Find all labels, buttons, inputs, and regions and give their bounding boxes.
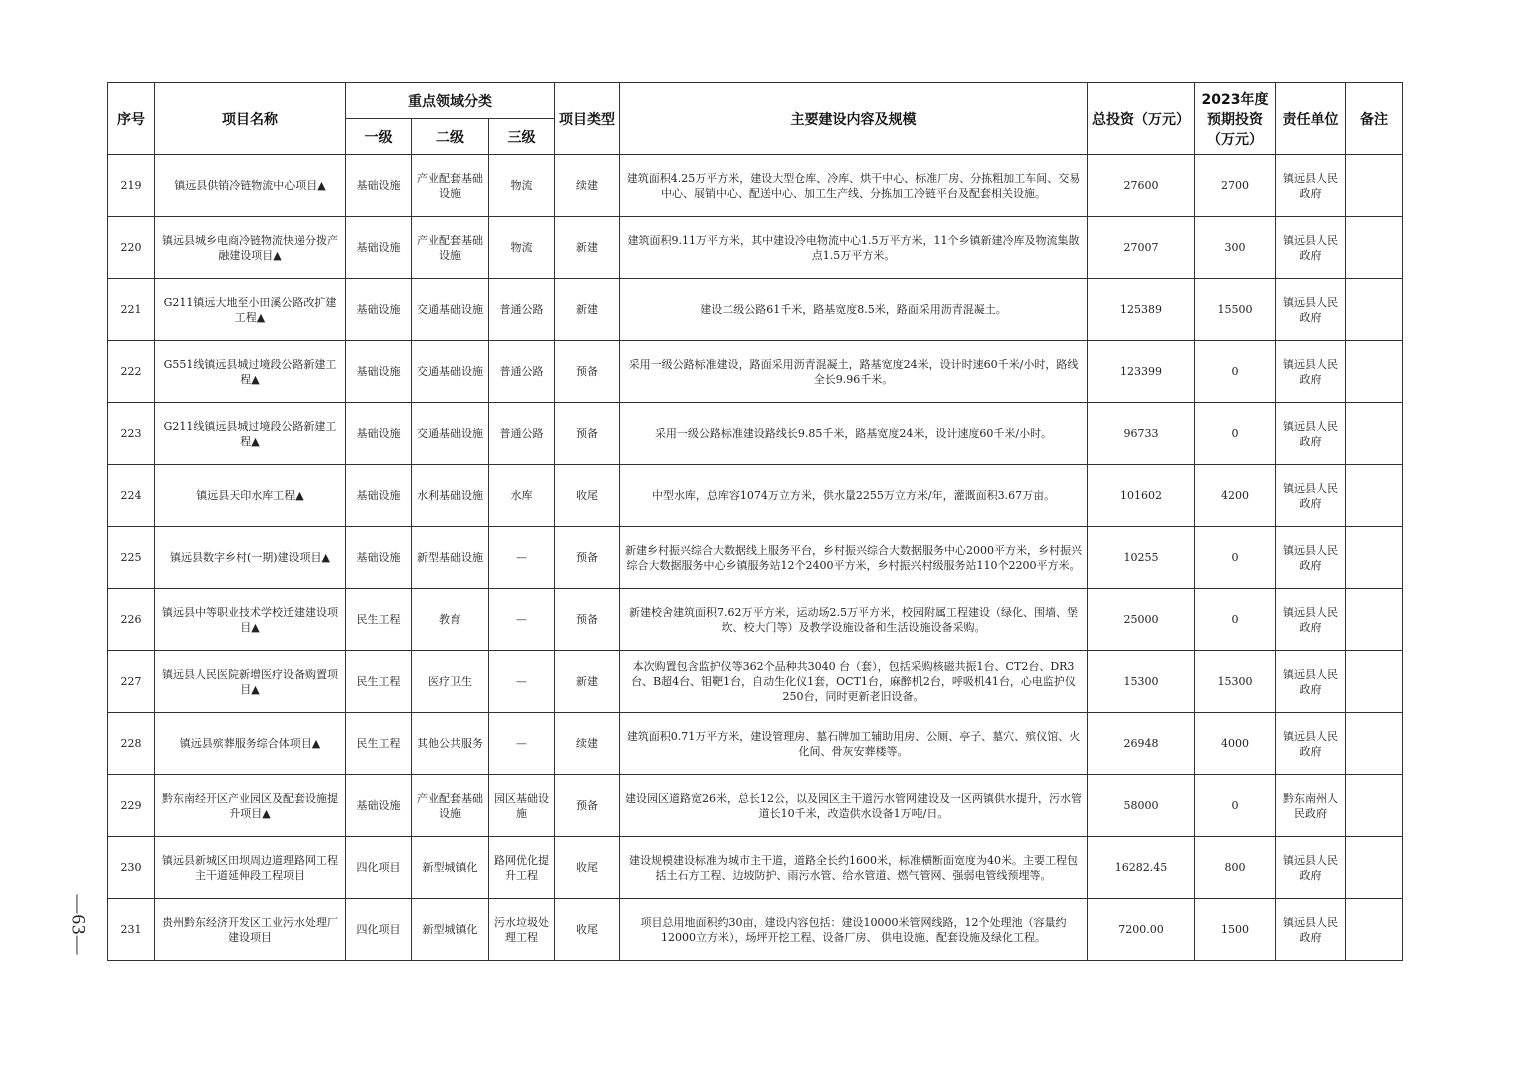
cell-expected: 0 [1195,341,1276,403]
cell-unit: 镇远县人民政府 [1276,837,1346,899]
cell-level3: 普通公路 [489,341,555,403]
cell-level2: 新型城镇化 [412,837,489,899]
cell-unit: 镇远县人民政府 [1276,589,1346,651]
cell-type: 收尾 [555,899,620,961]
cell-note [1346,465,1403,527]
cell-level3: 普通公路 [489,403,555,465]
cell-note [1346,403,1403,465]
cell-type: 预备 [555,589,620,651]
cell-level2: 水利基础设施 [412,465,489,527]
cell-total: 10255 [1088,527,1195,589]
table-row [108,465,1403,527]
cell-total: 27007 [1088,217,1195,279]
cell-level2: 医疗卫生 [412,651,489,713]
cell-name: 镇远县殡葬服务综合体项目▲ [155,713,346,775]
table-row [108,155,1403,217]
table-row [108,341,1403,403]
cell-name: G551线镇远县城过境段公路新建工程▲ [155,341,346,403]
cell-content: 新建乡村振兴综合大数据线上服务平台，乡村振兴综合大数据服务中心2000平方米，乡村振兴综合大数据服务中心乡镇服务站12个2400平方米，乡村振兴村级服务站110个2200平方米。 [620,527,1088,589]
cell-level2: 新型基础设施 [412,527,489,589]
table-row [108,899,1403,961]
cell-note [1346,899,1403,961]
cell-seq: 226 [108,589,155,651]
cell-level1: 基础设施 [346,465,412,527]
cell-note [1346,713,1403,775]
cell-type: 新建 [555,279,620,341]
cell-level3: — [489,651,555,713]
page-number-text: —63— [67,894,88,956]
cell-note [1346,589,1403,651]
cell-expected: 0 [1195,589,1276,651]
cell-total: 96733 [1088,403,1195,465]
cell-level2: 交通基础设施 [412,403,489,465]
cell-content: 建筑面积4.25万平方米，建设大型仓库、冷库、烘干中心、标准厂房、分拣粗加工车间、交易中心、展销中心、配送中心、加工生产线、分拣加工冷链平台及配套相关设施。 [620,155,1088,217]
cell-expected: 0 [1195,403,1276,465]
cell-expected: 300 [1195,217,1276,279]
cell-content: 建设园区道路宽26米，总长12公，以及园区主干道污水管网建设及一区两镇供水提升，污水管道长10千米，改造供水设备1万吨/日。 [620,775,1088,837]
header-name: 项目名称 [155,83,346,155]
cell-unit: 镇远县人民政府 [1276,217,1346,279]
cell-total: 7200.00 [1088,899,1195,961]
cell-content: 中型水库，总库容1074万立方米，供水量2255万立方米/年，灌溉面积3.67万亩。 [620,465,1088,527]
cell-note [1346,651,1403,713]
cell-total: 123399 [1088,341,1195,403]
cell-level3: 物流 [489,217,555,279]
cell-seq: 229 [108,775,155,837]
cell-unit: 镇远县人民政府 [1276,899,1346,961]
cell-name: G211镇远大地至小田溪公路改扩建工程▲ [155,279,346,341]
cell-unit: 黔东南州人民政府 [1276,775,1346,837]
cell-type: 收尾 [555,837,620,899]
cell-level1: 基础设施 [346,403,412,465]
header-content: 主要建设内容及规模 [620,83,1088,155]
header-row-1 [108,83,1403,119]
cell-level1: 基础设施 [346,279,412,341]
cell-level1: 民生工程 [346,589,412,651]
cell-level2: 教育 [412,589,489,651]
table-row [108,279,1403,341]
cell-unit: 镇远县人民政府 [1276,341,1346,403]
cell-level2: 其他公共服务 [412,713,489,775]
cell-name: 镇远县新城区田坝周边道理路网工程主干道延伸段工程项目 [155,837,346,899]
cell-name: G211线镇远县城过境段公路新建工程▲ [155,403,346,465]
cell-expected: 0 [1195,527,1276,589]
cell-type: 预备 [555,403,620,465]
table-row [108,775,1403,837]
page-number [62,880,92,970]
table-row [108,217,1403,279]
cell-level2: 产业配套基础设施 [412,155,489,217]
cell-level2: 产业配套基础设施 [412,775,489,837]
cell-level1: 基础设施 [346,155,412,217]
cell-level1: 民生工程 [346,651,412,713]
cell-unit: 镇远县人民政府 [1276,651,1346,713]
cell-unit: 镇远县人民政府 [1276,155,1346,217]
cell-total: 25000 [1088,589,1195,651]
cell-name: 黔东南经开区产业园区及配套设施提升项目▲ [155,775,346,837]
cell-seq: 223 [108,403,155,465]
cell-expected: 4000 [1195,713,1276,775]
cell-level3: 路网优化提升工程 [489,837,555,899]
cell-type: 预备 [555,341,620,403]
cell-content: 建设规模建设标准为城市主干道，道路全长约1600米，标准横断面宽度为40米。主要工程包括土石方工程、边坡防护、雨污水管、给水管道、燃气管网、强弱电管线预埋等。 [620,837,1088,899]
table-row [108,403,1403,465]
header-unit: 责任单位 [1276,83,1346,155]
cell-seq: 230 [108,837,155,899]
cell-level2: 产业配套基础设施 [412,217,489,279]
cell-name: 镇远县城乡电商冷链物流快递分拨产融建设项目▲ [155,217,346,279]
cell-level2: 新型城镇化 [412,899,489,961]
cell-content: 采用一级公路标准建设路线长9.85千米，路基宽度24米，设计速度60千米/小时。 [620,403,1088,465]
header-seq: 序号 [108,83,155,155]
cell-level3: — [489,713,555,775]
cell-note [1346,341,1403,403]
header-level2: 二级 [412,119,489,155]
header-note: 备注 [1346,83,1403,155]
cell-total: 15300 [1088,651,1195,713]
table-row [108,713,1403,775]
cell-name: 贵州黔东经济开发区工业污水处理厂建设项目 [155,899,346,961]
cell-content: 本次购置包含监护仪等362个品种共3040 台（套），包括采购核磁共振1台、CT2台、DR3台、B超4台、钼靶1台，自动生化仪1套，OCT1台，麻醉机2台，呼吸机41台，心电监护仪250台，同时更新老旧设备。 [620,651,1088,713]
cell-note [1346,155,1403,217]
header-expected: 2023年度预期投资（万元） [1195,83,1276,155]
header-level3: 三级 [489,119,555,155]
cell-level3: 普通公路 [489,279,555,341]
cell-unit: 镇远县人民政府 [1276,403,1346,465]
cell-level1: 基础设施 [346,217,412,279]
cell-total: 26948 [1088,713,1195,775]
cell-seq: 228 [108,713,155,775]
cell-name: 镇远县数字乡村(一期)建设项目▲ [155,527,346,589]
header-type: 项目类型 [555,83,620,155]
cell-type: 新建 [555,217,620,279]
cell-note [1346,775,1403,837]
cell-seq: 224 [108,465,155,527]
cell-unit: 镇远县人民政府 [1276,713,1346,775]
cell-level1: 基础设施 [346,527,412,589]
cell-total: 27600 [1088,155,1195,217]
cell-total: 125389 [1088,279,1195,341]
cell-seq: 222 [108,341,155,403]
cell-level1: 民生工程 [346,713,412,775]
cell-level2: 交通基础设施 [412,341,489,403]
cell-type: 收尾 [555,465,620,527]
cell-seq: 227 [108,651,155,713]
cell-unit: 镇远县人民政府 [1276,279,1346,341]
cell-expected: 2700 [1195,155,1276,217]
cell-content: 建设二级公路61千米，路基宽度8.5米，路面采用沥青混凝土。 [620,279,1088,341]
cell-content: 新建校舍建筑面积7.62万平方米，运动场2.5万平方米，校园附属工程建设（绿化、围墙、堡坎、校大门等）及教学设施设备和生活设施设备采购。 [620,589,1088,651]
project-table [107,82,1403,961]
cell-name: 镇远县供销冷链物流中心项目▲ [155,155,346,217]
cell-expected: 0 [1195,775,1276,837]
cell-expected: 15300 [1195,651,1276,713]
cell-total: 101602 [1088,465,1195,527]
cell-type: 预备 [555,775,620,837]
table-row [108,651,1403,713]
cell-content: 项目总用地面积约30亩，建设内容包括：建设10000米管网线路，12个处理池（容量约12000立方米），场坪开挖工程、设备厂房、 供电设施、配套设施及绿化工程。 [620,899,1088,961]
cell-unit: 镇远县人民政府 [1276,527,1346,589]
cell-unit: 镇远县人民政府 [1276,465,1346,527]
cell-expected: 1500 [1195,899,1276,961]
table-body [108,155,1403,961]
cell-level1: 基础设施 [346,775,412,837]
cell-note [1346,527,1403,589]
cell-note [1346,837,1403,899]
table-row [108,837,1403,899]
cell-level1: 基础设施 [346,341,412,403]
cell-type: 新建 [555,651,620,713]
cell-expected: 15500 [1195,279,1276,341]
table-row [108,589,1403,651]
header-total: 总投资（万元） [1088,83,1195,155]
header-level1: 一级 [346,119,412,155]
cell-seq: 221 [108,279,155,341]
cell-level3: — [489,527,555,589]
cell-content: 建筑面积9.11万平方米，其中建设冷电物流中心1.5万平方米，11个乡镇新建冷库及物流集散点1.5万平方米。 [620,217,1088,279]
cell-content: 建筑面积0.71万平方米，建设管理房、墓石牌加工辅助用房、公厕、亭子、墓穴、殡仪馆、火化间、骨灰安葬楼等。 [620,713,1088,775]
cell-level3: — [489,589,555,651]
cell-level3: 物流 [489,155,555,217]
cell-seq: 220 [108,217,155,279]
cell-total: 58000 [1088,775,1195,837]
table-row [108,527,1403,589]
cell-level3: 污水垃圾处理工程 [489,899,555,961]
cell-level3: 园区基础设施 [489,775,555,837]
cell-type: 续建 [555,713,620,775]
cell-note [1346,279,1403,341]
cell-content: 采用一级公路标准建设，路面采用沥青混凝土，路基宽度24米，设计时速60千米/小时，路线全长9.96千米。 [620,341,1088,403]
cell-name: 镇远县人民医院新增医疗设备购置项目▲ [155,651,346,713]
cell-type: 续建 [555,155,620,217]
cell-name: 镇远县中等职业技术学校迁建建设项目▲ [155,589,346,651]
cell-seq: 225 [108,527,155,589]
header-domain-group: 重点领域分类 [346,83,555,119]
cell-level3: 水库 [489,465,555,527]
cell-level2: 交通基础设施 [412,279,489,341]
cell-expected: 4200 [1195,465,1276,527]
cell-level1: 四化项目 [346,837,412,899]
cell-note [1346,217,1403,279]
cell-expected: 800 [1195,837,1276,899]
cell-name: 镇远县天印水库工程▲ [155,465,346,527]
cell-total: 16282.45 [1088,837,1195,899]
cell-type: 预备 [555,527,620,589]
cell-level1: 四化项目 [346,899,412,961]
cell-seq: 219 [108,155,155,217]
cell-seq: 231 [108,899,155,961]
